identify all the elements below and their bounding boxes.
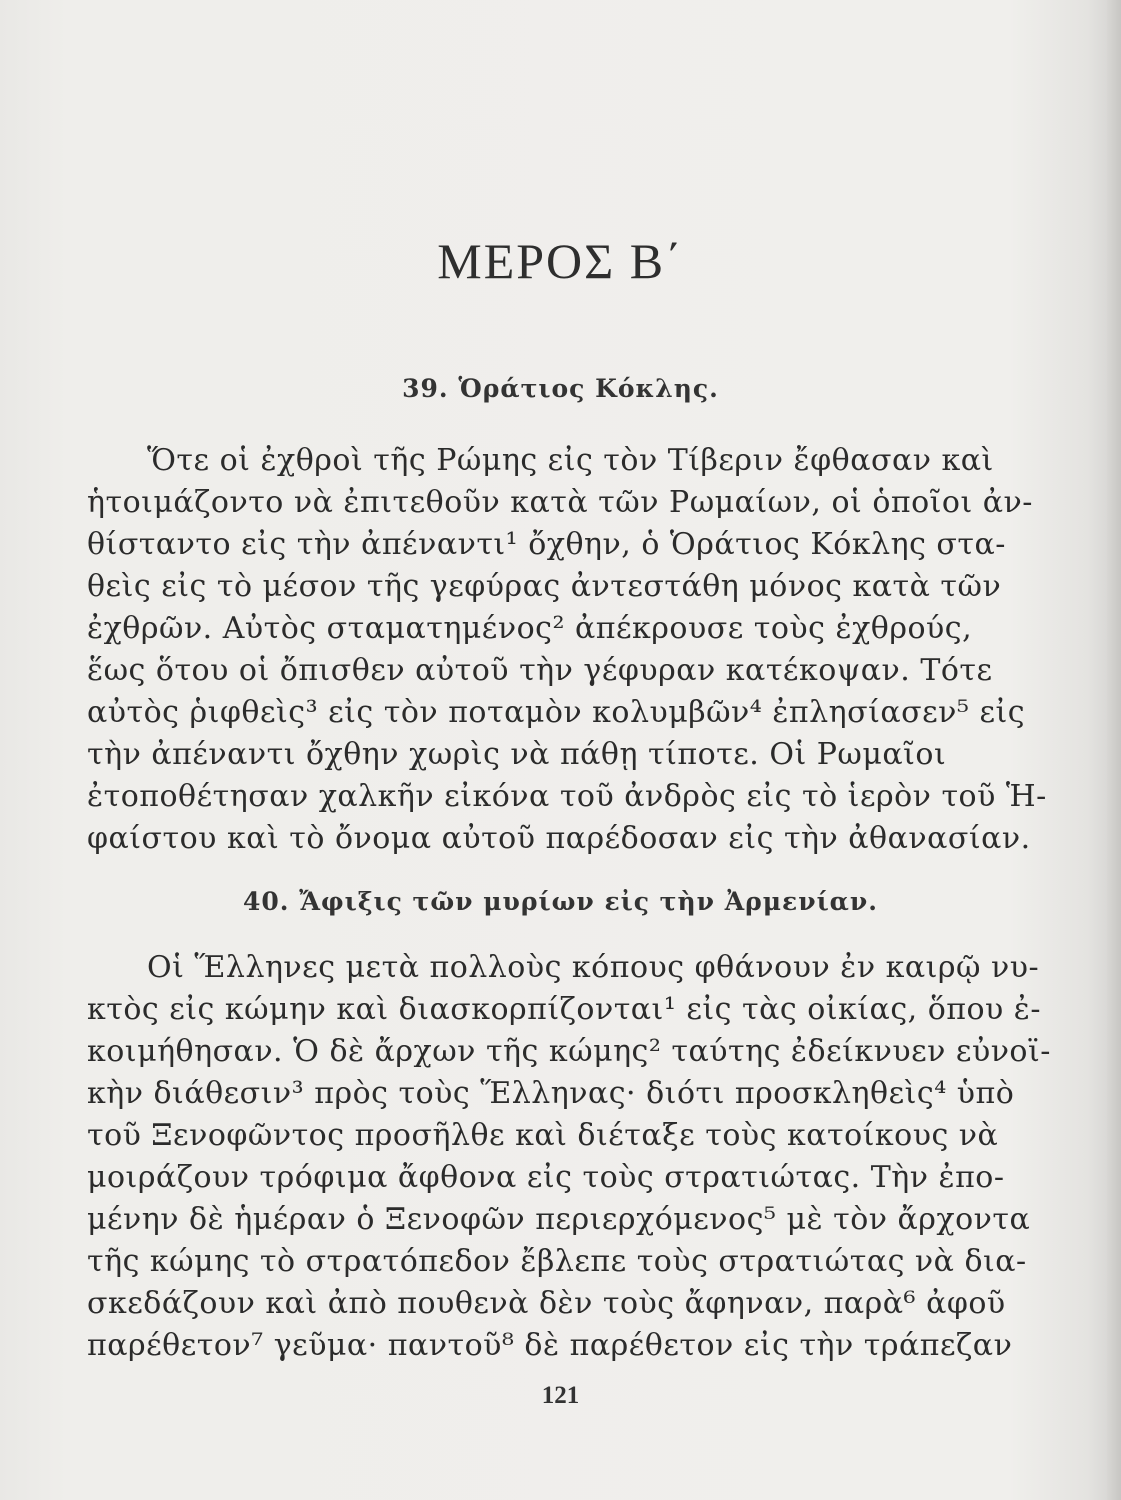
text-line: κτὸς εἰς κώμην καὶ διασκορπίζονται¹ εἰς τὰς οἰκίας, ὅπου ἐ- bbox=[87, 992, 1042, 1027]
text-line: θίσταντο εἰς τὴν ἀπέναντι¹ ὄχθην, ὁ Ὁράτιος Κόκλης στα- bbox=[87, 527, 1006, 562]
page-edge-shadow bbox=[1107, 0, 1121, 1500]
text-line: σκεδάζουν καὶ ἀπὸ πουθενὰ δὲν τοὺς ἄφηναν, παρὰ⁶ ἀφοῦ bbox=[87, 1286, 1006, 1321]
text-line: μοιράζουν τρόφιμα ἄφθονα εἰς τοὺς στρατιώτας. Τὴν ἐπο- bbox=[87, 1160, 1005, 1195]
text-line: θεὶς εἰς τὸ μέσον τῆς γεφύρας ἀντεστάθη μόνος κατὰ τῶν bbox=[87, 569, 1002, 604]
text-line: ἐτοποθέτησαν χαλκῆν εἰκόνα τοῦ ἀνδρὸς εἰς τὸ ἱερὸν τοῦ Ἡ- bbox=[87, 779, 1047, 814]
text-line: μένην δὲ ἡμέραν ὁ Ξενοφῶν περιερχόμενος⁵ μὲ τὸν ἄρχοντα bbox=[87, 1202, 1031, 1237]
text-line: τὴν ἀπέναντι ὄχθην χωρὶς νὰ πάθῃ τίποτε. Οἱ Ρωμαῖοι bbox=[87, 737, 947, 772]
text-line: τῆς κώμης τὸ στρατόπεδον ἔβλεπε τοὺς στρατιώτας νὰ δια- bbox=[87, 1244, 1027, 1279]
text-line: ἡτοιμάζοντο νὰ ἐπιτεθοῦν κατὰ τῶν Ρωμαίων, οἱ ὁποῖοι ἀν- bbox=[87, 485, 1033, 520]
text-line: Οἱ Ἕλληνες μετὰ πολλοὺς κόπους φθάνουν ἐν καιρῷ νυ- bbox=[147, 950, 1040, 985]
text-line: κοιμήθησαν. Ὁ δὲ ἄρχων τῆς κώμης² ταύτης ἐδείκνυεν εὐνοϊ- bbox=[87, 1034, 1051, 1069]
section-heading-39: 39. Ὁράτιος Κόκλης. bbox=[402, 374, 719, 403]
text-line: ἐχθρῶν. Αὐτὸς σταματημένος² ἀπέκρουσε τοὺς ἐχθρούς, bbox=[87, 611, 973, 646]
text-line: παρέθετον⁷ γεῦμα· παντοῦ⁸ δὲ παρέθετον εἰς τὴν τράπεζαν bbox=[87, 1328, 1013, 1363]
section-heading-40: 40. Ἄφιξις τῶν μυρίων εἰς τὴν Ἀρμενίαν. bbox=[243, 887, 878, 916]
text-line: κὴν διάθεσιν³ πρὸς τοὺς Ἕλληνας· διότι προσκληθεὶς⁴ ὑπὸ bbox=[87, 1076, 1015, 1111]
text-line: αὐτὸς ῥιφθεὶς³ εἰς τὸν ποταμὸν κολυμβῶν⁴ ἐπλησίασεν⁵ εἰς bbox=[87, 695, 1026, 730]
text-line: φαίστου καὶ τὸ ὄνομα αὐτοῦ παρέδοσαν εἰς τὴν ἀθανασίαν. bbox=[87, 821, 1031, 856]
text-line: Ὅτε οἱ ἐχθροὶ τῆς Ρώμης εἰς τὸν Τίβεριν ἔφθασαν καὶ bbox=[147, 443, 994, 478]
text-line: ἕως ὅτου οἱ ὄπισθεν αὐτοῦ τὴν γέφυραν κατέκοψαν. Τότε bbox=[87, 653, 993, 688]
part-title: ΜΕΡΟΣ Β΄ bbox=[437, 233, 684, 289]
text-line: τοῦ Ξενοφῶντος προσῆλθε καὶ διέταξε τοὺς κατοίκους νὰ bbox=[87, 1118, 999, 1153]
page-number: 121 bbox=[541, 1382, 580, 1409]
